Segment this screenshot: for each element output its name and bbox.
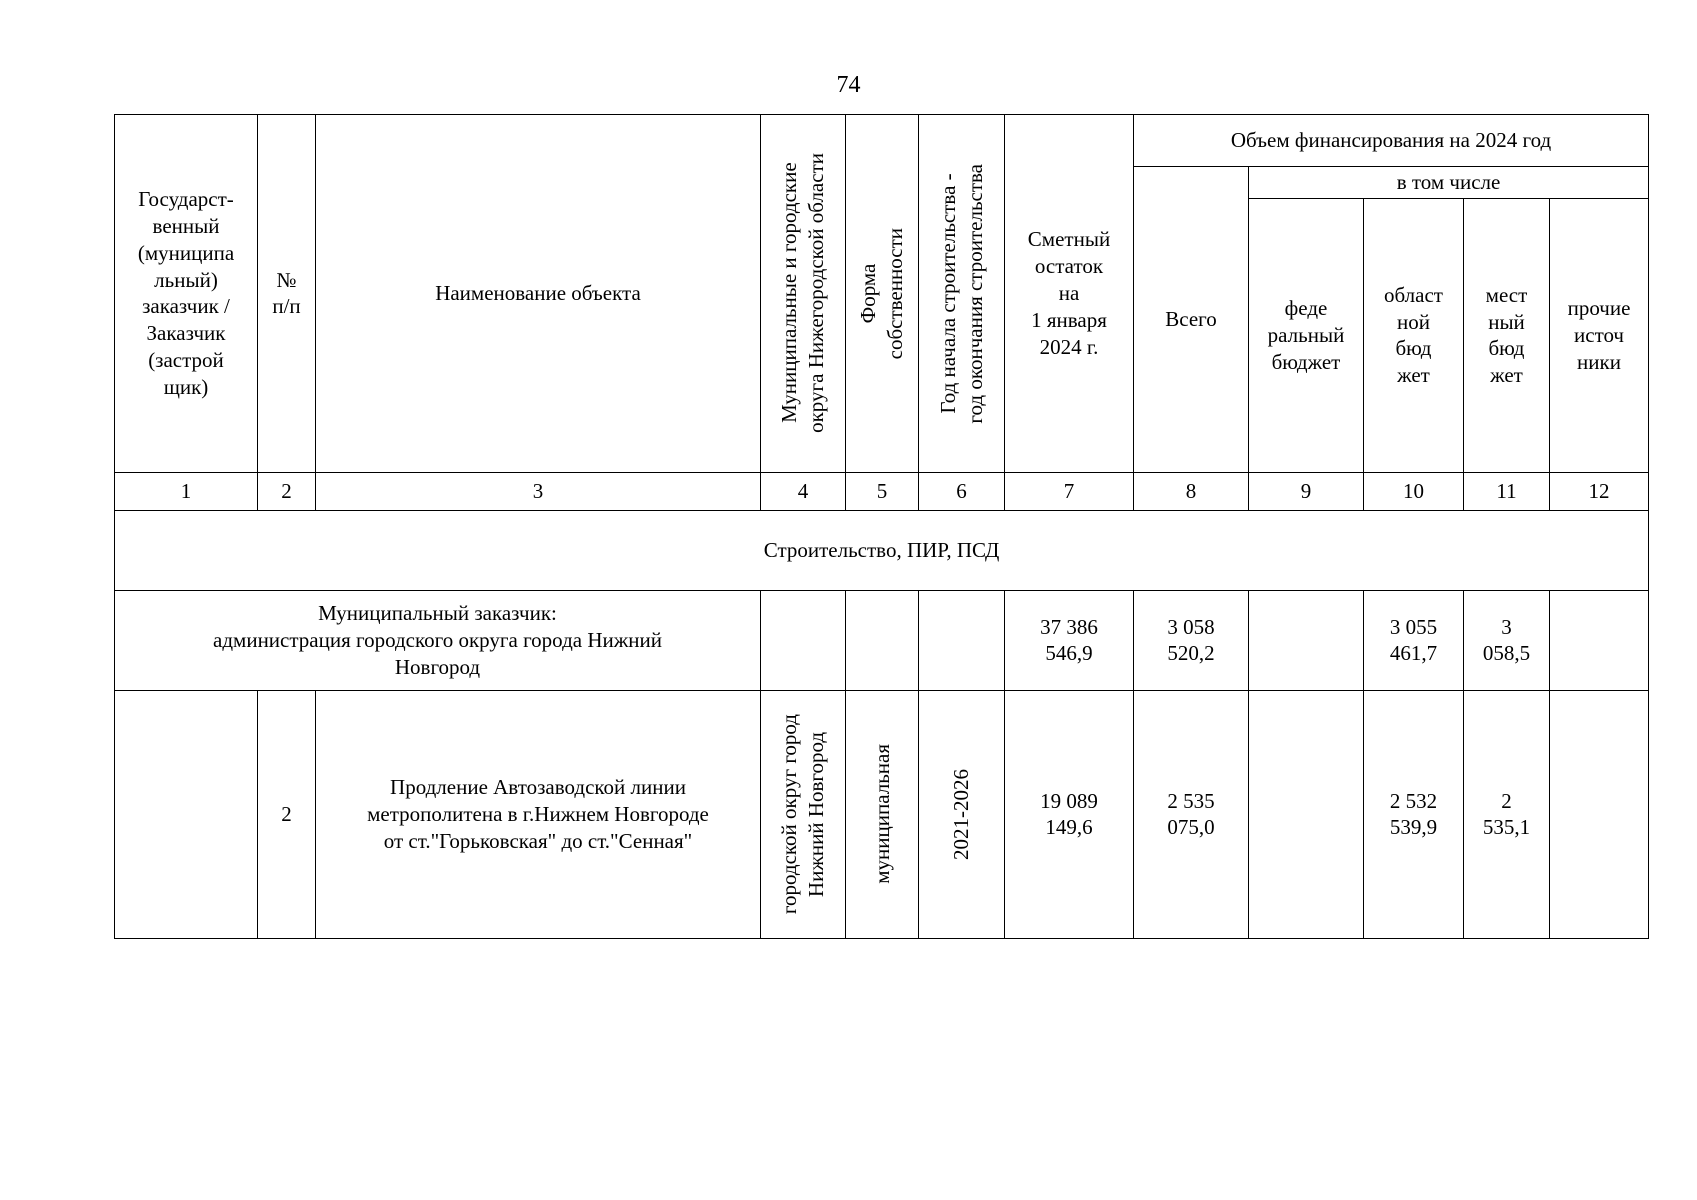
column-number: 7 <box>1005 472 1134 510</box>
column-number: 5 <box>846 472 919 510</box>
column-numbers-row <box>115 472 1649 510</box>
customer-local: 3 058,5 <box>1464 590 1550 690</box>
customer-regional: 3 055 461,7 <box>1364 590 1464 690</box>
header-years <box>919 115 1005 473</box>
row-years <box>919 690 1005 938</box>
column-number: 8 <box>1134 472 1249 510</box>
header-years-text: Год начала строительства - год окончания строительства <box>935 163 987 424</box>
row-federal <box>1249 690 1364 938</box>
header-federal: феде ральный бюджет <box>1249 198 1364 472</box>
customer-estimate: 37 386 546,9 <box>1005 590 1134 690</box>
row-num: 2 <box>258 690 316 938</box>
header-ownership <box>846 115 919 473</box>
header-funding-volume: Объем финансирования на 2024 год <box>1134 115 1649 167</box>
table-row <box>115 690 1649 938</box>
row-customer <box>115 690 258 938</box>
row-total: 2 535 075,0 <box>1134 690 1249 938</box>
section-title: Строительство, ПИР, ПСД <box>115 510 1649 590</box>
header-row-1 <box>115 115 1649 167</box>
page-number: 74 <box>836 72 861 98</box>
row-ownership-text: муниципальная <box>869 744 894 885</box>
header-regional: област ной бюд жет <box>1364 198 1464 472</box>
row-municipality-text: городской округ город Нижний Новгород <box>777 714 828 915</box>
column-number: 6 <box>919 472 1005 510</box>
header-customer: Государст- венный (муниципа льный) заказчик / Заказчик (застрой щик) <box>115 115 258 473</box>
customer-municipality <box>761 590 846 690</box>
row-local: 2 535,1 <box>1464 690 1550 938</box>
row-years-text: 2021-2026 <box>949 768 974 860</box>
column-number: 3 <box>316 472 761 510</box>
row-other <box>1550 690 1649 938</box>
column-number: 11 <box>1464 472 1550 510</box>
row-regional: 2 532 539,9 <box>1364 690 1464 938</box>
customer-row <box>115 590 1649 690</box>
customer-years <box>919 590 1005 690</box>
customer-other <box>1550 590 1649 690</box>
header-num: № п/п <box>258 115 316 473</box>
header-object-name: Наименование объекта <box>316 115 761 473</box>
column-number: 12 <box>1550 472 1649 510</box>
header-including: в том числе <box>1249 167 1649 199</box>
header-ownership-text: Форма собственности <box>856 227 907 360</box>
customer-ownership <box>846 590 919 690</box>
financing-table <box>114 114 1649 939</box>
header-estimate-balance: Сметный остаток на 1 января 2024 г. <box>1005 115 1134 473</box>
header-local: мест ный бюд жет <box>1464 198 1550 472</box>
header-municipality <box>761 115 846 473</box>
column-number: 4 <box>761 472 846 510</box>
customer-total: 3 058 520,2 <box>1134 590 1249 690</box>
header-other: прочие источ ники <box>1550 198 1649 472</box>
column-number: 1 <box>115 472 258 510</box>
row-municipality <box>761 690 846 938</box>
row-ownership <box>846 690 919 938</box>
section-row <box>115 510 1649 590</box>
header-total: Всего <box>1134 167 1249 473</box>
column-number: 2 <box>258 472 316 510</box>
column-number: 9 <box>1249 472 1364 510</box>
customer-label: Муниципальный заказчик: администрация городского округа города Нижний Новгород <box>115 590 761 690</box>
row-estimate: 19 089 149,6 <box>1005 690 1134 938</box>
header-municipality-text: Муниципальные и городские округа Нижегородской области <box>777 153 828 434</box>
row-object-name: Продление Автозаводской линии метрополитена в г.Нижнем Новгороде от ст."Горьковская" до ст."Сенная" <box>316 690 761 938</box>
column-number: 10 <box>1364 472 1464 510</box>
customer-federal <box>1249 590 1364 690</box>
